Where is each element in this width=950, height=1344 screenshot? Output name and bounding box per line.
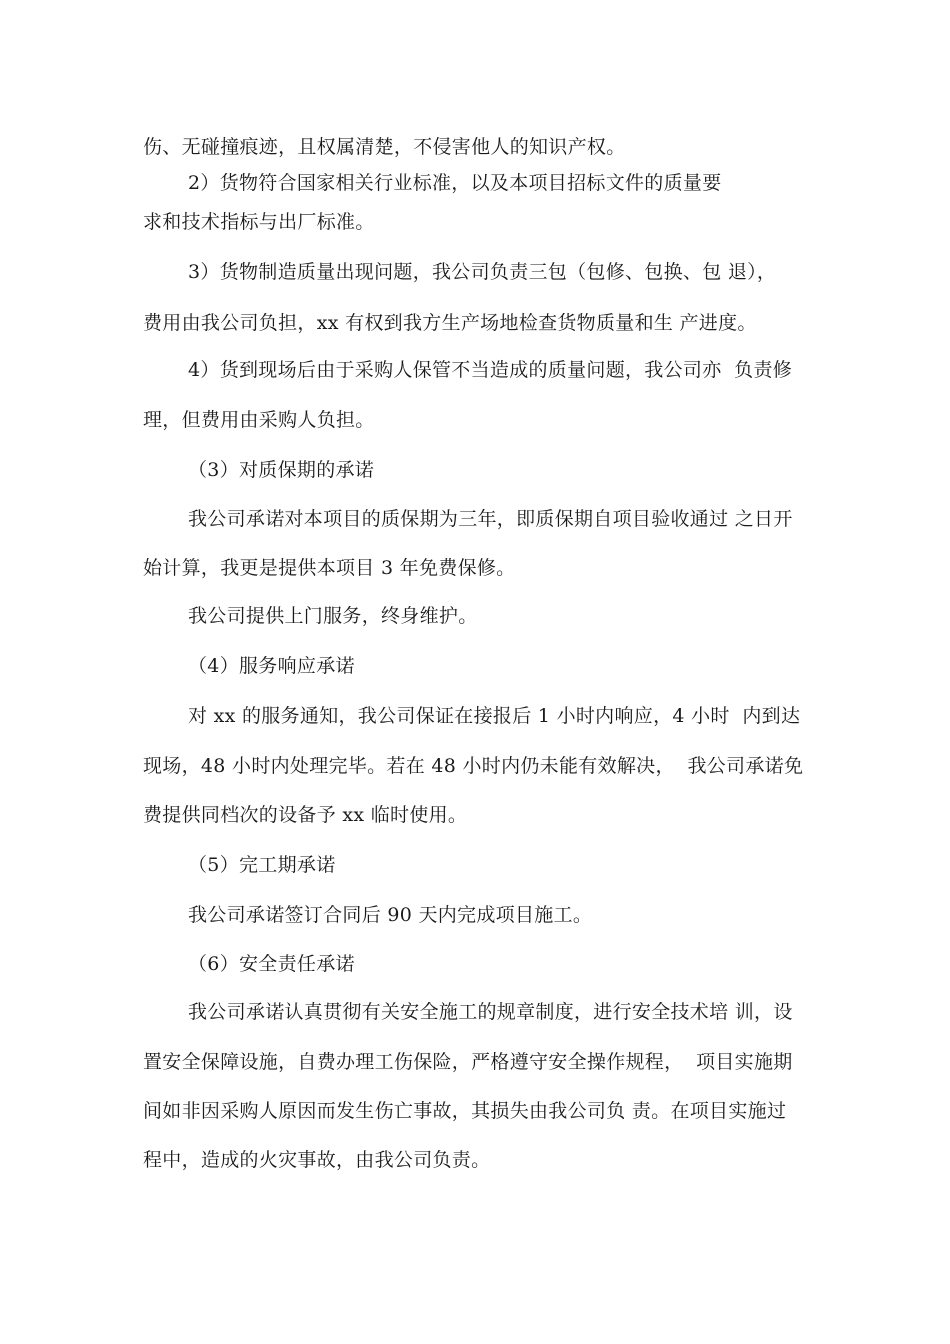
- paragraph-line: 我公司承诺对本项目的质保期为三年，即质保期自项目验收通过 之日开: [188, 508, 793, 530]
- paragraph-line: 现场，48 小时内处理完毕。若在 48 小时内仍未能有效解决， 我公司承诺免: [143, 755, 804, 777]
- section-heading: （4）服务响应承诺: [188, 655, 355, 677]
- paragraph-line: 我公司承诺签订合同后 90 天内完成项目施工。: [188, 904, 593, 926]
- paragraph-line: 费用由我公司负担，xx 有权到我方生产场地检查货物质量和生 产进度。: [143, 312, 757, 334]
- paragraph-line: 求和技术指标与出厂标准。: [143, 211, 375, 233]
- paragraph-line: 我公司提供上门服务，终身维护。: [188, 605, 478, 627]
- paragraph-line: 我公司承诺认真贯彻有关安全施工的规章制度，进行安全技术培 训，设: [188, 1001, 793, 1023]
- paragraph-line: 伤、无碰撞痕迹，且权属清楚，不侵害他人的知识产权。: [143, 136, 626, 158]
- paragraph-line: 间如非因采购人原因而发生伤亡事故，其损失由我公司负 责。在项目实施过: [143, 1100, 787, 1122]
- section-heading: （6）安全责任承诺: [188, 953, 355, 975]
- paragraph-line: 4）货到现场后由于采购人保管不当造成的质量问题，我公司亦 负责修: [188, 359, 793, 381]
- paragraph-line: 理，但费用由采购人负担。: [143, 409, 375, 431]
- paragraph-line: 对 xx 的服务通知，我公司保证在接报后 1 小时内响应，4 小时 内到达: [188, 705, 801, 727]
- paragraph-line: 费提供同档次的设备予 xx 临时使用。: [143, 804, 468, 826]
- paragraph-line: 3）货物制造质量出现问题，我公司负责三包（包修、包换、包 退），: [188, 261, 777, 283]
- paragraph-line: 置安全保障设施，自费办理工伤保险，严格遵守安全操作规程， 项目实施期: [143, 1051, 793, 1073]
- section-heading: （5）完工期承诺: [188, 854, 336, 876]
- paragraph-line: 2）货物符合国家相关行业标准，以及本项目招标文件的质量要: [188, 172, 722, 194]
- paragraph-line: 始计算，我更是提供本项目 3 年免费保修。: [143, 557, 516, 579]
- paragraph-line: 程中，造成的火灾事故，由我公司负责。: [143, 1149, 491, 1171]
- section-heading: （3）对质保期的承诺: [188, 459, 375, 481]
